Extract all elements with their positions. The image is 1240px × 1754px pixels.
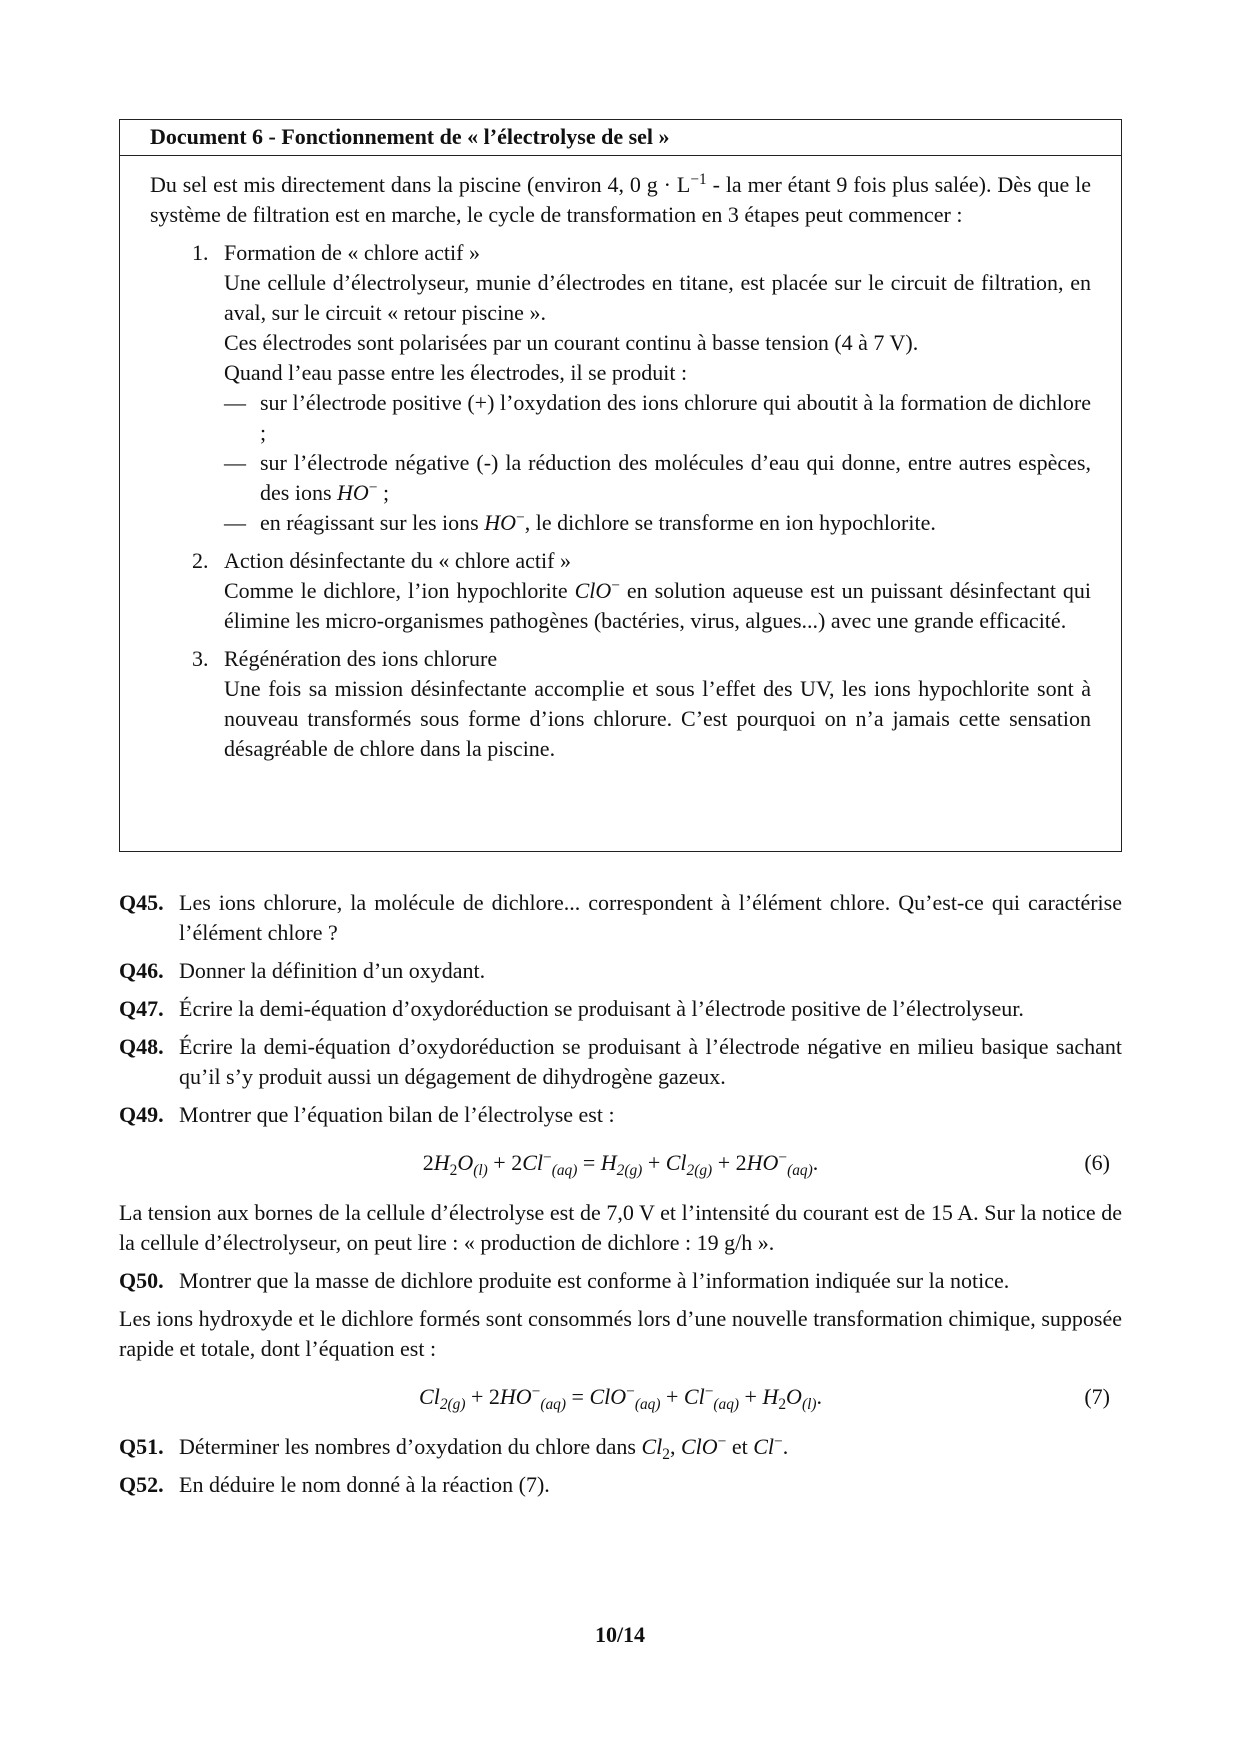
question-q48: Q48. Écrire la demi-équation d’oxydoréduction se produisant à l’électrode négative en milieu basique sachant qu’il s’y produit aussi un dégagement de dihydrogène gazeux. [119, 1034, 1122, 1089]
equation-6 [119, 1138, 1122, 1190]
equation-7-formula: $Cl_{2(g)} + 2HO^-_{(aq)} = ClO^-_{(aq)} + Cl^-_{(aq)} + H_2O_{(l)}$. [419, 1383, 822, 1413]
bullet-item: — sur l’électrode négative (-) la réduction des molécules d’eau qui donne, entre autres espèces, des ions HO− ; [224, 450, 1091, 505]
document-title: Document 6 - Fonctionnement de « l’électrolyse de sel » [120, 120, 1121, 156]
step-2-title: Action désinfectante du « chlore actif » [224, 548, 571, 573]
step-2-text: Comme le dichlore, l’ion hypochlorite ClO− en solution aqueuse est un puissant désinfectant qui élimine les micro-organismes pathogènes (bactéries, virus, algues...) avec une grande efficacité. [224, 577, 1091, 633]
question-q47: Q47. Écrire la demi-équation d’oxydoréduction se produisant à l’électrode positive de l’électrolyseur. [119, 996, 1024, 1021]
step-1-title: Formation de « chlore actif » [224, 240, 480, 265]
questions-section [119, 888, 1122, 1508]
bullet-item: — sur l’électrode positive (+) l’oxydation des ions chlorure qui aboutit à la formation de dichlore ; [224, 390, 1091, 445]
step-3-text: Une fois sa mission désinfectante accomplie et sous l’effet des UV, les ions hypochlorite sont à nouveau transformés sous forme d’ions chlorure. C’est pourquoi on n’a jamais cette sensation désagréable de chlore dans la piscine. [224, 676, 1091, 761]
equation-6-number: (6) [1084, 1150, 1110, 1175]
document-intro: Du sel est mis directement dans la piscine (environ 4, 0 $g \cdot L^{-1}$ - la mer étant 9 fois plus salée). Dès que le système de filtration est en marche, le cycle de transformation en 3 étapes peut commencer : [150, 171, 1092, 227]
question-q50: Q50. Montrer que la masse de dichlore produite est conforme à l’information indiquée sur la notice. [119, 1268, 1010, 1293]
steps-list [150, 238, 1091, 764]
paragraph-hydroxyde: Les ions hydroxyde et le dichlore formés sont consommés lors d’une nouvelle transformation chimique, supposée rapide et totale, dont l’équation est : [119, 1306, 1122, 1361]
question-q45: Q45. Les ions chlorure, la molécule de dichlore... correspondent à l’élément chlore. Qu’est-ce qui caractérise l’élément chlore ? [119, 890, 1122, 945]
bullet-item: — en réagissant sur les ions HO−, le dichlore se transforme en ion hypochlorite. [224, 509, 936, 535]
question-q49: Q49. Montrer que l’équation bilan de l’électrolyse est : [119, 1102, 615, 1127]
step-1: 1. Formation de « chlore actif » Une cellule d’électrolyseur, munie d’électrodes en titane, est placée sur le circuit de filtration, en aval, sur le circuit « retour piscine ». Ces électrodes sont polarisées par un courant continu à basse tension (4 à 7 V). Quand l’eau passe entre les électrodes, il se produit : — sur l’électrode positive (+) l’oxydation des ions chlorure qui aboutit à la formation de dichlore ; — sur l’électrode négative (-) la réduction des molécules d’eau qui donne, entre autres espèces, des ions HO− ; — en réagissant sur les ions HO−, le dichlore se transforme en ion hypochlorite. [192, 238, 1091, 538]
step-1-line: Une cellule d’électrolyseur, munie d’électrodes en titane, est placée sur le circuit de filtration, en aval, sur le circuit « retour piscine ». [224, 270, 1091, 325]
document-body [120, 156, 1121, 764]
step-3: 3. Régénération des ions chlorure Une fois sa mission désinfectante accomplie et sous l’effet des UV, les ions hypochlorite sont à nouveau transformés sous forme d’ions chlorure. C’est pourquoi on n’a jamais cette sensation désagréable de chlore dans la piscine. [192, 644, 1091, 764]
paragraph-tension: La tension aux bornes de la cellule d’électrolyse est de 7,0 V et l’intensité du courant est de 15 A. Sur la notice de la cellule d’électrolyseur, on peut lire : « production de dichlore : 19 g/h ». [119, 1200, 1122, 1255]
step-1-line: Quand l’eau passe entre les électrodes, il se produit : [224, 360, 688, 385]
equation-7 [119, 1372, 1122, 1424]
document-6-box [119, 119, 1122, 852]
step-3-title: Régénération des ions chlorure [224, 646, 498, 671]
question-q46: Q46. Donner la définition d’un oxydant. [119, 958, 486, 983]
step-1-line: Ces électrodes sont polarisées par un courant continu à basse tension (4 à 7 V). [224, 330, 919, 355]
page-number: 10/14 [594, 1622, 646, 1647]
question-q52: Q52. En déduire le nom donné à la réaction (7). [119, 1472, 550, 1497]
equation-7-number: (7) [1084, 1384, 1110, 1409]
question-q51: Q51. Déterminer les nombres d’oxydation du chlore dans $Cl_2$, ClO− et Cl−. [119, 1433, 789, 1463]
step-2: 2. Action désinfectante du « chlore actif » Comme le dichlore, l’ion hypochlorite ClO− en solution aqueuse est un puissant désinfectant qui élimine les micro-organismes pathogènes (bactéries, virus, algues...) avec une grande efficacité. [192, 546, 1091, 636]
equation-6-formula: $2H_2O_{(l)} + 2Cl^-_{(aq)} = H_{2(g)} + Cl_{2(g)} + 2HO^-_{(aq)}$. [422, 1149, 819, 1179]
step-1-bullets [224, 388, 1091, 538]
